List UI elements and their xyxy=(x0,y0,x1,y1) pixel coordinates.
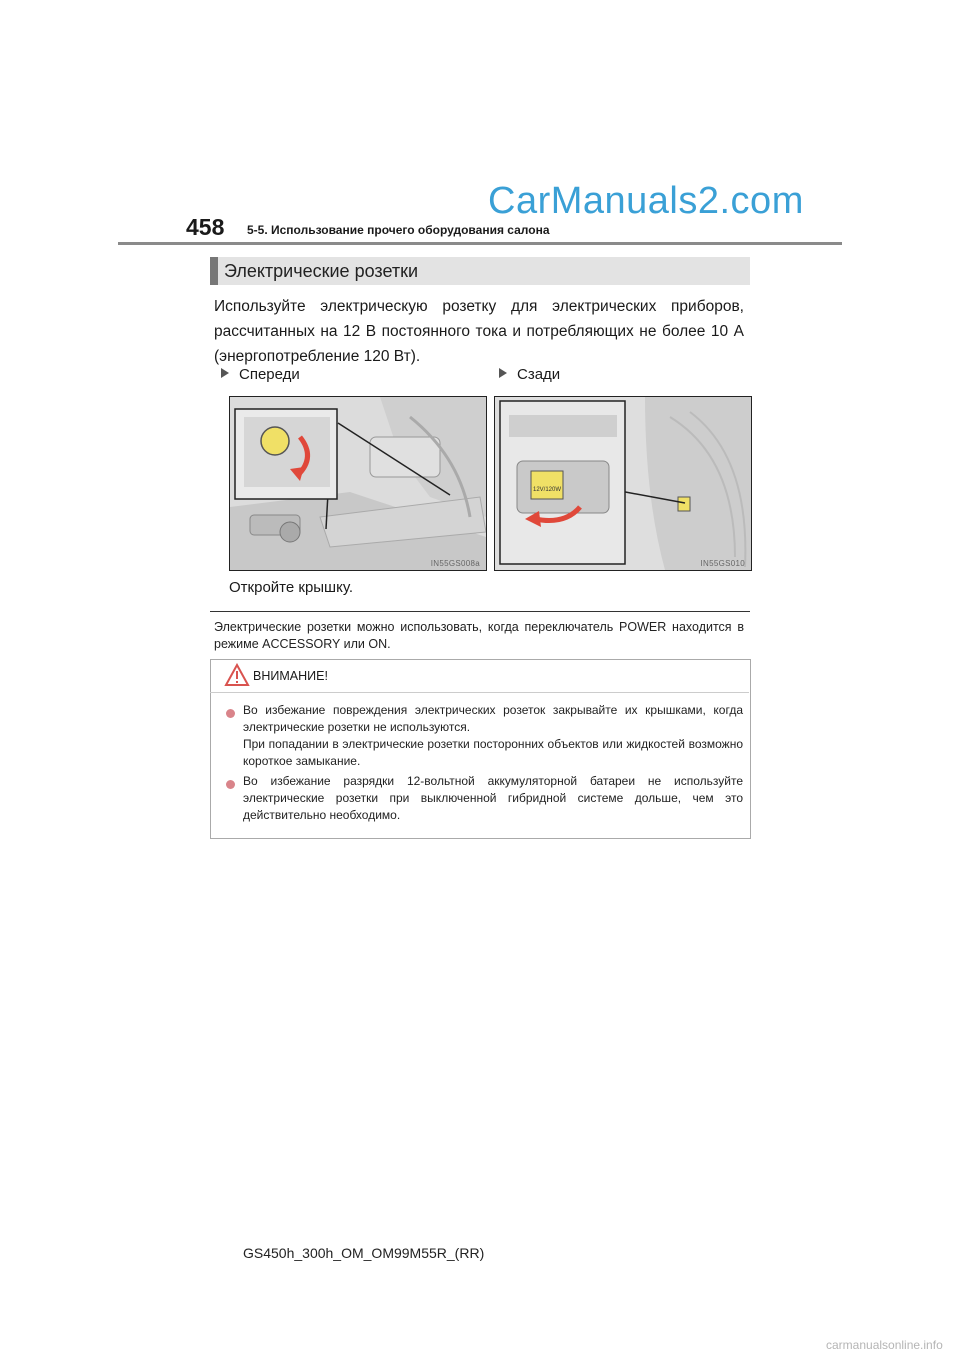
section-heading: Электрические розетки xyxy=(224,261,419,281)
intro-paragraph: Используйте электрическую розетку для электрических приборов, рассчитанных на 12 В постоянного тока и потребляющих не более 10 А (энергопотребление 120 Вт). xyxy=(214,298,744,365)
watermark-footer: carmanualsonline.info xyxy=(826,1338,943,1352)
rear-label: Сзади xyxy=(499,366,560,383)
caution-item: Во избежание разрядки 12-вольтной аккумуляторной батареи не используйте электрические розетки при выключенной гибридной системе дольше, чем это действительно необходимо. xyxy=(243,774,743,822)
usage-note: Электрические розетки можно использовать, когда переключатель POWER находится в режиме ACCESSORY или ON. xyxy=(214,620,744,651)
caution-item: Во избежание повреждения электрических розеток закрывайте их крышками, когда электрические розетки не используются. При попадании в электрические розетки посторонних объектов или жидкостей возможно короткое замыкание. xyxy=(243,703,743,768)
triangle-bullet-icon xyxy=(221,368,229,378)
front-socket-illustration xyxy=(229,396,487,571)
section-heading-accent xyxy=(210,257,218,285)
warning-triangle-icon xyxy=(224,663,250,687)
figure-caption: Откройте крышку. xyxy=(229,579,353,596)
section-title: 5-5. Использование прочего оборудования салона xyxy=(247,223,550,237)
rear-socket-illustration xyxy=(494,396,752,571)
page-number: 458 xyxy=(186,214,225,240)
figure-code: IN55GS010 xyxy=(700,559,745,568)
caution-title: ВНИМАНИЕ! xyxy=(253,669,328,683)
watermark-logo: CarManuals2.com xyxy=(488,180,804,222)
note-divider xyxy=(210,611,750,612)
document-code: GS450h_300h_OM_OM99M55R_(RR) xyxy=(243,1245,485,1261)
bullet-dot-icon xyxy=(226,705,236,723)
front-label: Спереди xyxy=(221,366,300,383)
header-divider xyxy=(118,242,842,245)
bullet-dot-icon xyxy=(226,776,236,794)
socket-rating-label: 12V/120W xyxy=(532,487,562,493)
front-console-drawing xyxy=(230,397,486,570)
rear-console-drawing xyxy=(495,397,751,570)
figure-code: IN55GS008a xyxy=(430,559,480,568)
triangle-bullet-icon xyxy=(499,368,507,378)
